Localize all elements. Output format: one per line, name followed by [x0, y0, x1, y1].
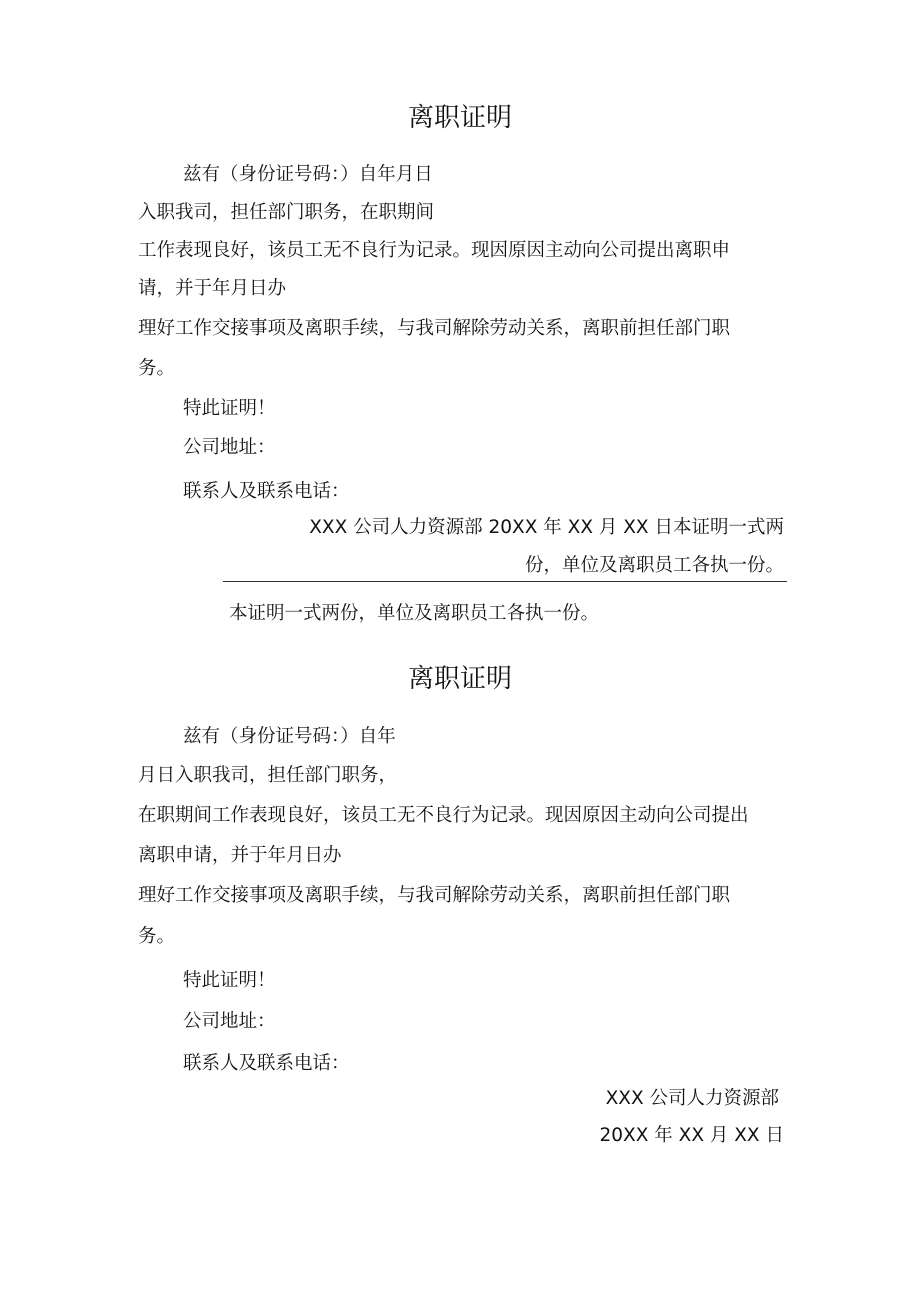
body-line: 入职我司，担任部门职务，在职期间 [138, 202, 435, 223]
body-line: 兹有（身份证号码：）自年月日 [183, 164, 433, 185]
signature-company: XXX 公司人力资源部 [605, 1088, 779, 1109]
body-line: 请，并于年月日办 [138, 278, 287, 299]
copies-note: 本证明一式两份，单位及离职员工各执一份。 [229, 603, 600, 624]
body-line: 理好工作交接事项及离职手续，与我司解除劳动关系，离职前担任部门职 [138, 318, 731, 339]
body-line: 务。 [138, 358, 176, 379]
body-line: 月日入职我司，担任部门职务， [138, 765, 398, 786]
body-line: 兹有（身份证号码：）自年 [183, 726, 396, 747]
contact-label: 联系人及联系电话： [183, 1053, 350, 1074]
divider-line [223, 581, 787, 582]
closing-statement: 特此证明！ [183, 970, 276, 991]
contact-label: 联系人及联系电话： [183, 481, 350, 502]
document-title: 离职证明 [407, 103, 512, 133]
body-line: 理好工作交接事项及离职手续，与我司解除劳动关系，离职前担任部门职 [138, 885, 731, 906]
company-address-label: 公司地址： [183, 437, 276, 458]
company-address-label: 公司地址： [183, 1011, 276, 1032]
body-line: 在职期间工作表现良好，该员工无不良行为记录。现因原因主动向公司提出 [138, 805, 749, 826]
body-line: 工作表现良好，该员工无不良行为记录。现因原因主动向公司提出离职申 [138, 240, 731, 261]
signature-line: 份，单位及离职员工各执一份。 [524, 555, 784, 576]
document-title: 离职证明 [407, 664, 512, 694]
body-line: 务。 [138, 926, 176, 947]
signature-line: XXX 公司人力资源部 20XX 年 XX 月 XX 日本证明一式两 [309, 517, 784, 538]
body-line: 离职申请，并于年月日办 [138, 845, 342, 866]
closing-statement: 特此证明！ [183, 398, 276, 419]
signature-date: 20XX 年 XX 月 XX 日 [599, 1125, 784, 1146]
